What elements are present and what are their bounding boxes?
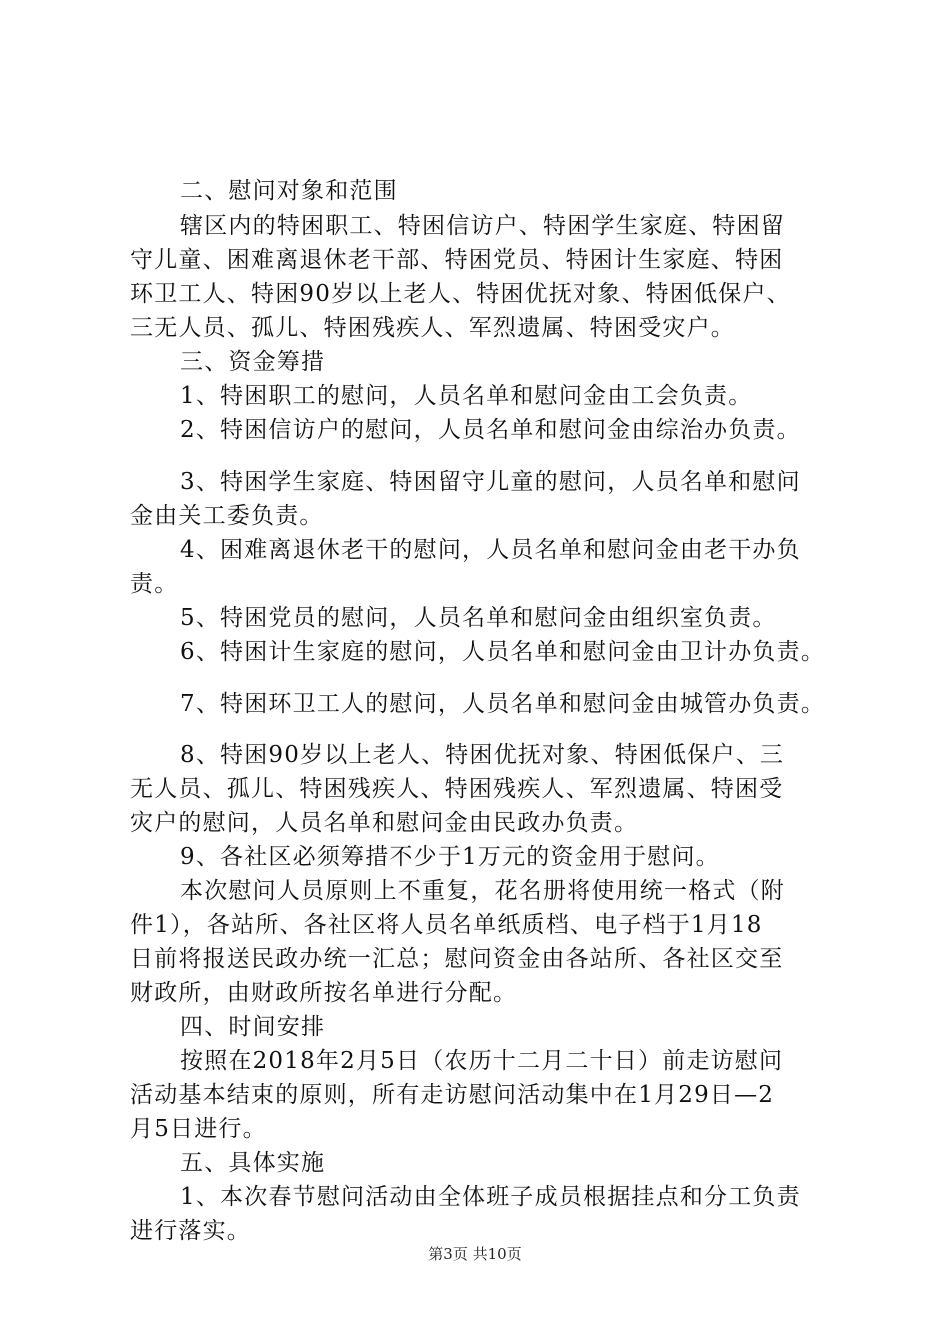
paragraph-line: 金由关工委负责。 <box>130 503 324 529</box>
paragraph-line: 责。 <box>130 571 179 597</box>
section-heading: 三、资金筹措 <box>180 349 326 375</box>
paragraph-line: 灾户的慰问，人员名单和慰问金由民政办负责。 <box>130 810 639 836</box>
list-item: 1、特困职工的慰问，人员名单和慰问金由工会负责。 <box>180 383 753 409</box>
page-number-footer: 第3页 共10页 <box>428 1245 522 1263</box>
paragraph-line: 按照在2018年2月5日（农历十二月二十日）前走访慰问 <box>180 1048 784 1074</box>
list-item: 3、特困学生家庭、特困留守儿童的慰问，人员名单和慰问 <box>180 469 801 495</box>
paragraph-line: 守儿童、困难离退休老干部、特困党员、特困计生家庭、特困 <box>130 247 784 273</box>
list-item: 7、特困环卫工人的慰问，人员名单和慰问金由城管办负责。 <box>180 691 826 717</box>
section-heading: 五、具体实施 <box>180 1150 326 1176</box>
paragraph-line: 日前将报送民政办统一汇总；慰问资金由各站所、各社区交至 <box>130 946 784 972</box>
paragraph-line: 财政所，由财政所按名单进行分配。 <box>130 980 518 1006</box>
section-heading: 四、时间安排 <box>180 1014 326 1040</box>
list-item: 6、特困计生家庭的慰问，人员名单和慰问金由卫计办负责。 <box>180 639 826 665</box>
list-item: 8、特困90岁以上老人、特困优抚对象、特困低保户、三 <box>180 742 785 768</box>
paragraph-line: 无人员、孤儿、特困残疾人、特困残疾人、军烈遗属、特困受 <box>130 776 784 802</box>
paragraph-line: 三无人员、孤儿、特困残疾人、军烈遗属、特困受灾户。 <box>130 315 735 341</box>
list-item: 5、特困党员的慰问，人员名单和慰问金由组织室负责。 <box>180 605 777 631</box>
paragraph-line: 辖区内的特困职工、特困信访户、特困学生家庭、特困留 <box>180 213 785 239</box>
list-item: 4、困难离退休老干的慰问，人员名单和慰问金由老干办负 <box>180 537 801 563</box>
list-item: 9、各社区必须筹措不少于1万元的资金用于慰问。 <box>180 844 720 870</box>
paragraph-line: 活动基本结束的原则，所有走访慰问活动集中在1月29日—2 <box>130 1082 775 1108</box>
section-heading: 二、慰问对象和范围 <box>180 178 398 204</box>
paragraph-line: 件1），各站所、各社区将人员名单纸质档、电子档于1月18 <box>130 912 763 938</box>
list-item: 1、本次春节慰问活动由全体班子成员根据挂点和分工负责 <box>180 1184 801 1210</box>
list-item: 2、特困信访户的慰问，人员名单和慰问金由综治办负责。 <box>180 417 801 443</box>
paragraph-line: 环卫工人、特困90岁以上老人、特困优抚对象、特困低保户、 <box>130 281 791 307</box>
paragraph-line: 月5日进行。 <box>130 1116 267 1142</box>
paragraph-line: 进行落实。 <box>130 1218 251 1244</box>
paragraph-line: 本次慰问人员原则上不重复，花名册将使用统一格式（附 <box>180 878 785 904</box>
